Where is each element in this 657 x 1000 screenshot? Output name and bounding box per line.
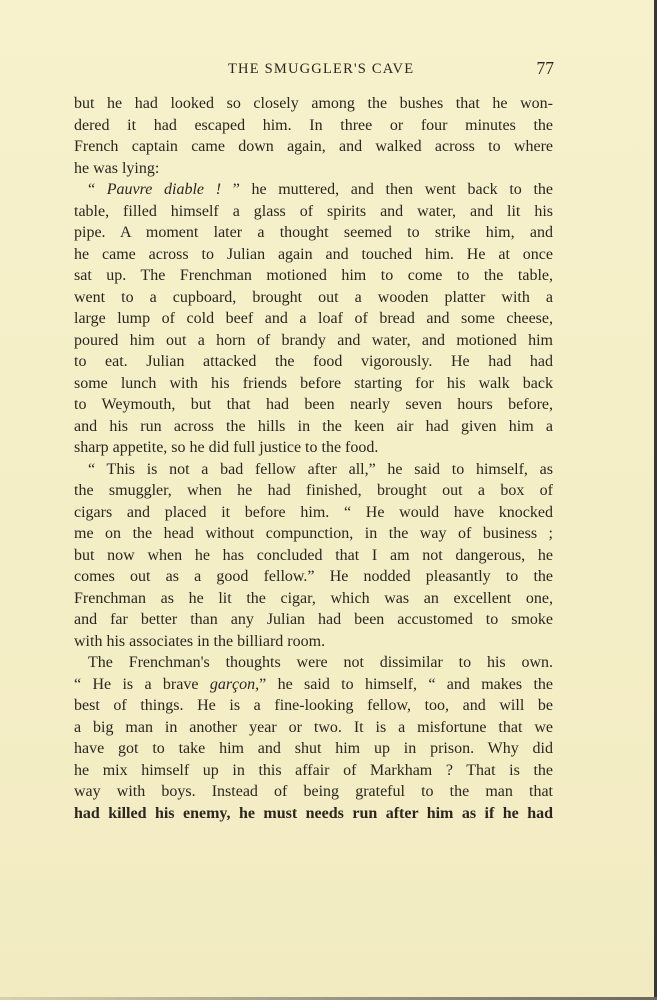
text-line: some lunch with his friends before starting for his walk back [74,374,553,392]
text-line: table, filled himself a glass of spirits and water, and lit his [74,202,553,220]
body-text [74,93,553,824]
text-line: poured him out a horn of brandy and water, and motioned him [74,331,553,349]
text-line: sharp appetite, so he did full justice to the food. [74,439,379,456]
text-line: and his run across the hills in the keen air had given him a [74,417,553,435]
text-line: he was lying: [74,159,160,177]
text-line: “ This is not a bad fellow after all,” he said to himself, as [88,460,553,478]
text-line: sat up. The Frenchman motioned him to come to the table, [74,267,553,284]
running-head: THE SMUGGLER'S CAVE [228,61,415,77]
text-line: but he had looked so closely among the bushes that he won- [74,95,553,112]
text-line: pipe. A moment later a thought seemed to strike him, and [74,224,553,241]
text-line: French captain came down again, and walked across to where [74,138,553,155]
text-line: and far better than any Julian had been accustomed to smoke [74,611,553,628]
text-line: he came across to Julian again and touched him. He at once [74,245,553,263]
text-line: best of things. He is a fine-looking fellow, too, and will be [74,697,553,714]
text-line: he mix himself up in this affair of Markham ? That is the [74,761,553,779]
text-line: Frenchman as he lit the cigar, which was an excellent one, [74,589,553,607]
page-number: 77 [536,58,554,78]
text-line: me on the head without compunction, in the way of business ; [74,525,553,542]
text-line: a big man in another year or two. It is a misfortune that we [74,718,553,736]
text-line: to eat. Julian attacked the food vigorously. He had had [74,353,553,370]
text-line: cigars and placed it before him. “ He would have knocked [74,503,553,521]
text-line: went to a cupboard, brought out a wooden platter with a [74,288,553,306]
text-line: large lump of cold beef and a loaf of bread and some cheese, [74,310,553,327]
text-line: The Frenchman's thoughts were not dissimilar to his own. [88,654,553,671]
text-line: dered it had escaped him. In three or four minutes the [74,116,553,134]
text-line: comes out as a good fellow.” He nodded pleasantly to the [74,568,553,585]
text-line: but now when he has concluded that I am not dangerous, he [74,546,553,564]
text-line: “ Pauvre diable ! ” he muttered, and then went back to the [88,181,553,198]
text-line: the smuggler, when he had finished, brought out a box of [74,482,553,499]
page-header [74,58,554,82]
text-line: to Weymouth, but that had been nearly seven hours before, [74,396,553,413]
text-line: have got to take him and shut him up in prison. Why did [74,740,553,757]
text-line: “ He is a brave garçon,” he said to himself, “ and makes the [74,675,554,693]
text-line: had killed his enemy, he must needs run after him as if he had [74,804,553,822]
text-line: way with boys. Instead of being grateful to the man that [74,783,553,800]
text-line: with his associates in the billiard room. [74,632,326,650]
